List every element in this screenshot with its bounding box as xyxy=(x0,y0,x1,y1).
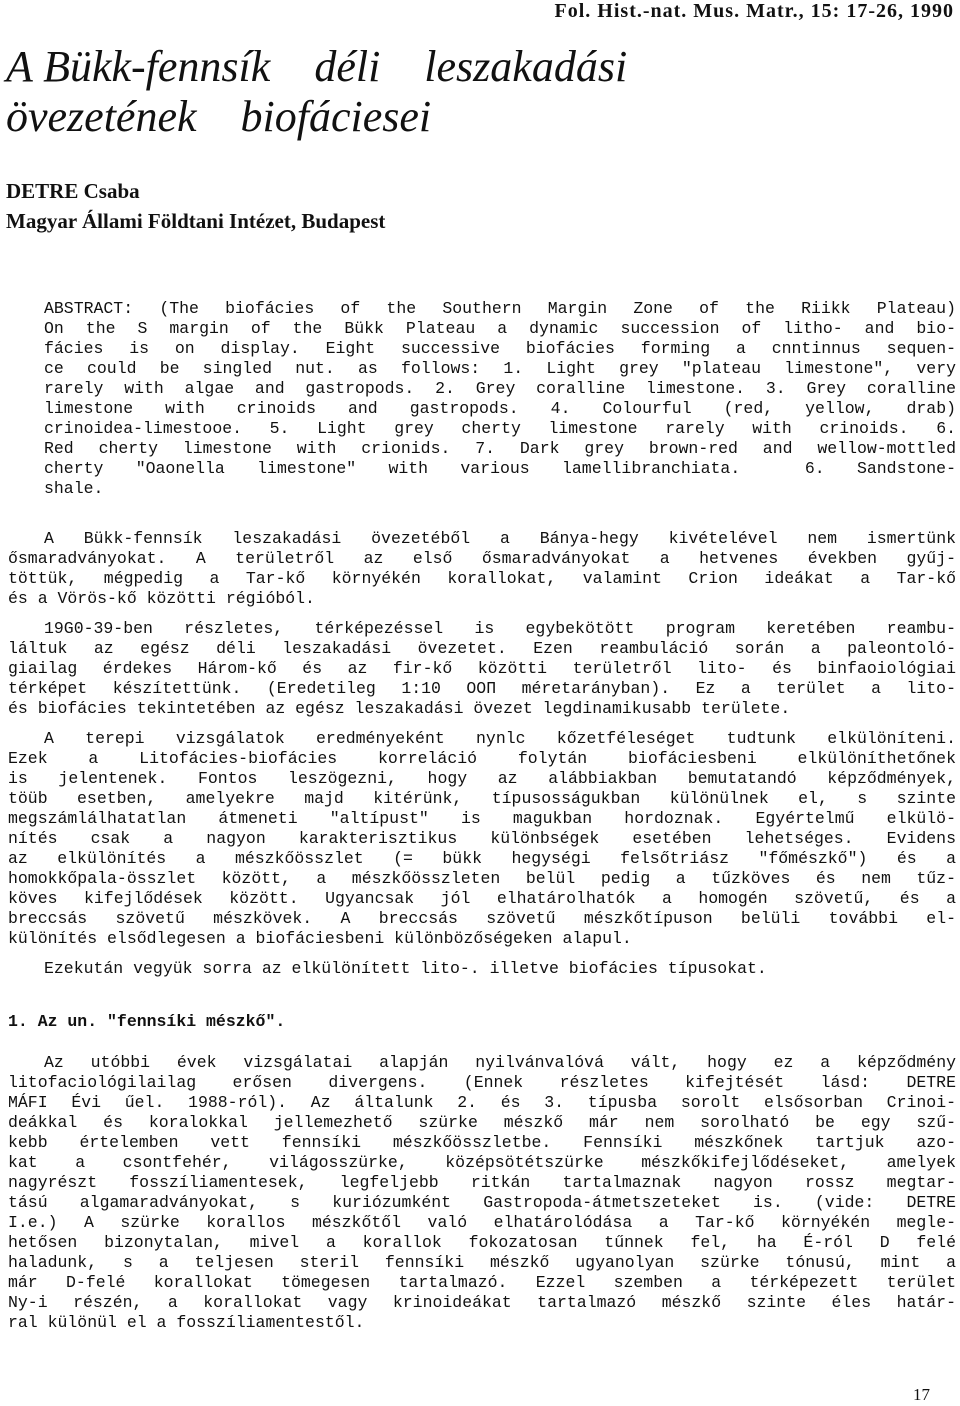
text-line: crinoidea-limestooe. 5. Light grey cherty limestone rarely with crinoids. 6. xyxy=(44,419,956,438)
text-line: deákkal és koralokkal jellemezhető szürke mészkő már nem sorolható be egy szű- xyxy=(8,1113,956,1132)
author-name: DETRE Csaba xyxy=(6,179,140,203)
text-line: tású algamaradványokat, s kuriózumként Gastropoda-átmetszeteket is. (vide: DETRE xyxy=(8,1193,956,1212)
title-fragment: A Bükk-fennsík xyxy=(6,42,271,91)
text-line: Red cherty limestone with crionids. 7. Dark grey brown-red and wellow-mottled xyxy=(44,439,956,458)
text-line: MÁFI Évi űel. 1988-ról). Az általunk 2. és 3. típusba sorolt elsősorban Crinoi- xyxy=(8,1093,956,1112)
text-line: is jelentenek. Fontos leszögezni, hogy az alábbiakban bemutatandó képződmények, xyxy=(8,769,956,788)
text-line: A Bükk-fennsík leszakadási övezetéből a Bánya-hegy kivételével nem ismertünk xyxy=(44,529,956,548)
text-line: Ny-i részén, a korallokat vagy krinoideákat tartalmazó mészkő szinte éles határ- xyxy=(8,1293,956,1312)
text-line: rarely with algae and gastropods. 2. Grey coralline limestone. 3. Grey coralline xyxy=(44,379,956,398)
text-line: breccsás szövetű mészkövek. A breccsás szövetű mészkőtípuson belüli további el- xyxy=(8,909,956,928)
text-line: kebb értelemben vett fennsíki mészkőösszletbe. Fennsíki mészkőnek tartjuk azo- xyxy=(8,1133,956,1152)
paragraph-2 xyxy=(8,619,956,719)
text-line: töttük, mégpedig a Tar-kő környékén korallokat, valamint Crion ideákat a Tar-kő xyxy=(8,569,956,588)
text-line: Az utóbbi évek vizsgálatai alapján nyilvánvalóvá vált, hogy ez a képződmény xyxy=(44,1053,956,1072)
text-line: I.e.) A szürke korallos mészkőtől való elhatárolódása a Tar-kő környékén megle- xyxy=(8,1213,956,1232)
text-line: láltuk az egész déli leszakadási övezetet. Ezen reambuláció során a paleontoló- xyxy=(8,639,956,658)
text-line: nagyrészt fosszíliamentesek, legfeljebb ritkán tartalmaznak nagyon rossz megtar- xyxy=(8,1173,956,1192)
article-title xyxy=(6,42,627,142)
text-line: Ezekután vegyük sorra az elkülönített lito-. illetve biofácies típusokat. xyxy=(44,959,767,978)
author-block xyxy=(6,176,385,236)
text-line: ősmaradványokat. A területről az első ősmaradványokat a hetvenes években gyűj- xyxy=(8,549,956,568)
section-heading: 1. Az un. "fennsíki mészkő". xyxy=(8,1012,286,1031)
title-fragment: biofáciesei xyxy=(240,92,432,141)
title-line-2 xyxy=(6,92,627,142)
text-line: Ezek a Litofácies-biofácies korreláció folytán biofáciesbeni elkülöníthetőnek xyxy=(8,749,956,768)
text-line: giailag érdekes Három-kő és az fir-kő közötti területről lito- és binfaoiológiai xyxy=(8,659,956,678)
text-line: kat a csontfehér, világosszürke, középsötétszürke mészkőkifejlődéseket, amelyek xyxy=(8,1153,956,1172)
text-line: haladunk, s a teljesen steril fennsíki mészkő ugyanolyan szürke tónusú, mint a xyxy=(8,1253,956,1272)
text-line: litofaciológilailag erősen divergens. (Ennek részletes kifejtését lásd: DETRE xyxy=(8,1073,956,1092)
paragraph-4 xyxy=(8,959,956,979)
text-line: ce could be singled nut. as follows: 1. Light grey "plateau limestone", very xyxy=(44,359,956,378)
text-line: ral különül el a fosszíliamentestől. xyxy=(8,1313,365,1332)
text-line: limestone with crinoids and gastropods. 4. Colourful (red, yellow, drab) xyxy=(44,399,956,418)
paragraph-1 xyxy=(8,529,956,609)
text-line: cherty "Oaonella limestone" with various lamellibranchiata. 6. Sandstone- xyxy=(44,459,956,478)
paragraph-3 xyxy=(8,729,956,949)
author-affiliation: Magyar Állami Földtani Intézet, Budapest xyxy=(6,209,386,233)
text-line: ABSTRACT: (The biofácies of the Southern Margin Zone of the Riikk Plateau) xyxy=(44,299,956,318)
text-line: 19G0-39-ben részletes, térképezéssel is egybekötött program keretében reambu- xyxy=(44,619,956,638)
text-line: térképet készítettünk. (Eredetileg 1:10 OOП méretarányban). Ez a terület a lito- xyxy=(8,679,956,698)
text-line: hetősen bizonytalan, mivel a korallok fokozatosan tűnnek fel, ha É-ról D felé xyxy=(8,1233,956,1252)
text-line: nítés csak a nagyon karakterisztikus különbségek esetében lehetséges. Evidens xyxy=(8,829,956,848)
paragraph-5 xyxy=(8,1053,956,1333)
text-line: töüb esetben, amelyekre majd kitérünk, típusosságukban különülnek el, s szinte xyxy=(8,789,956,808)
text-line: shale. xyxy=(44,479,104,498)
text-line: megszámlálhatatlan átmeneti "altípust" is magukban hordoznak. Egyértelmű elkülö- xyxy=(8,809,956,828)
text-line: és a Vörös-kő közötti régióból. xyxy=(8,589,315,608)
title-line-1 xyxy=(6,42,627,92)
text-line: köves kifejlődések között. Ugyancsak jól elhatárolhatók a homogén szövetű, és a xyxy=(8,889,956,908)
text-line: On the S margin of the Bükk Plateau a dynamic succession of litho- and bio- xyxy=(44,319,956,338)
running-head: Fol. Hist.-nat. Mus. Matr., 15: 17-26, 1990 xyxy=(554,0,954,22)
title-fragment: leszakadási xyxy=(424,42,628,91)
text-line: az elkülönítés a mészkőösszlet (= bükk hegységi felsőtriász "főmészkő") és a xyxy=(8,849,956,868)
page-number: 17 xyxy=(913,1385,930,1404)
text-line: különítés elsődlegesen a biofáciesbeni különbözőségeken alapul. xyxy=(8,929,632,948)
text-line: és biofácies tekintetében az egész leszakadási övezet legdinamikusabb területe. xyxy=(8,699,791,718)
text-line: már D-felé korallokat tömegesen tartalmazó. Ezzel szemben a térképezett terület xyxy=(8,1273,956,1292)
text-line: A terepi vizsgálatok eredményeként nynlc kőzetféleséget tudtunk elkülöníteni. xyxy=(44,729,956,748)
text-line: fácies is on display. Eight successive biofácies forming a cnntinnus sequen- xyxy=(44,339,956,358)
text-line: homokkőpala-összlet között, a mészkőösszleten belül pedig a tűzköves és nem tűz- xyxy=(8,869,956,888)
title-fragment: déli xyxy=(314,42,381,91)
abstract xyxy=(44,299,956,499)
title-fragment: övezetének xyxy=(6,92,197,141)
